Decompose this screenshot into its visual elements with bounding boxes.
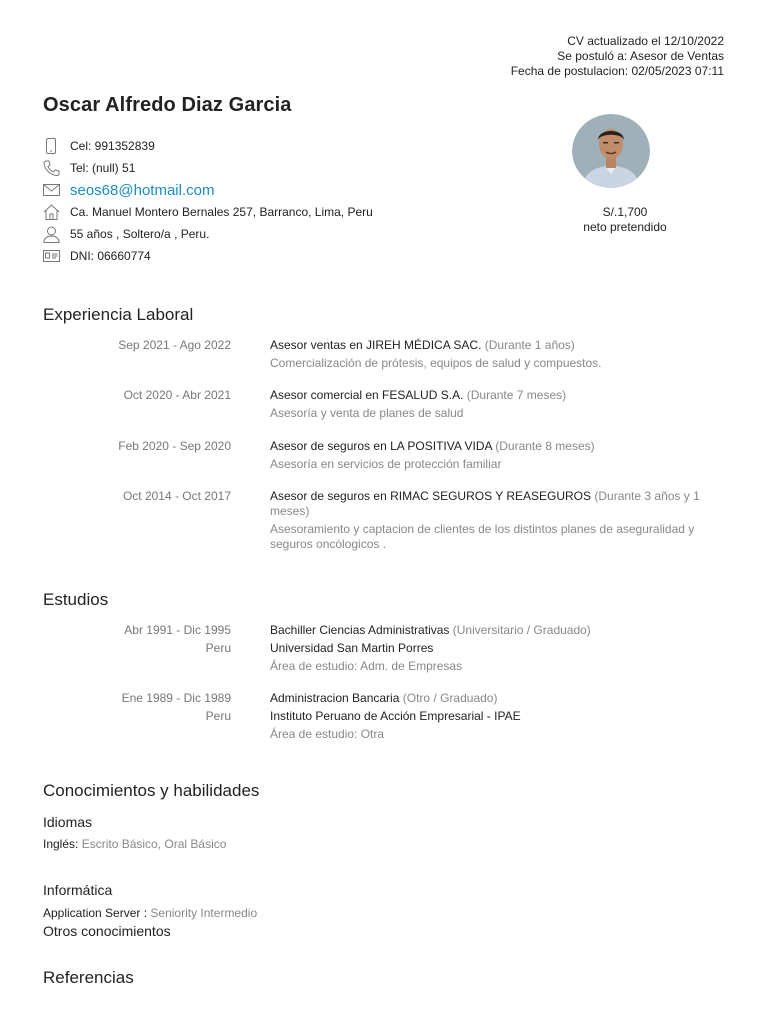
study-type: (Universitario / Graduado)	[452, 623, 591, 637]
study-institution: Instituto Peruano de Acción Empresarial - IPAE	[270, 709, 521, 723]
dni-text: DNI: 06660774	[70, 249, 151, 263]
study-type: (Otro / Graduado)	[402, 691, 498, 705]
languages-title: Idiomas	[43, 814, 93, 830]
personal-text: 55 años , Soltero/a , Peru.	[70, 227, 210, 241]
study-country: Peru	[205, 641, 231, 655]
cel-text: Cel: 991352839	[70, 139, 155, 153]
contact-list	[42, 135, 373, 267]
home-icon	[42, 203, 60, 221]
experience-role: Asesor de seguros en LA POSITIVA VIDA	[270, 439, 492, 453]
experience-duration: (Durante 1 años)	[484, 338, 575, 352]
study-area: Área de estudio: Otra	[270, 727, 385, 741]
informatics-title: Informática	[43, 882, 113, 898]
informatics-level: Seniority Intermedio	[150, 906, 258, 920]
experience-description: Asesoría y venta de planes de salud	[270, 406, 464, 420]
email-link[interactable]: seos68@hotmail.com	[70, 181, 215, 199]
phone-icon	[42, 159, 60, 177]
tel-text: Tel: (null) 51	[70, 161, 136, 175]
study-date	[124, 623, 231, 656]
skills-section-title: Conocimientos y habilidades	[43, 781, 260, 800]
study-date	[122, 691, 231, 724]
studies-section-title: Estudios	[43, 590, 109, 609]
language-entry	[43, 837, 226, 851]
experience-role: Asesor de seguros en RIMAC SEGUROS Y REASEGUROS	[270, 489, 592, 503]
mobile-phone-icon	[42, 137, 60, 155]
references-section-title: Referencias	[43, 968, 134, 987]
user-icon	[42, 225, 60, 243]
candidate-name: Oscar Alfredo Diaz Garcia	[43, 94, 292, 116]
address-text: Ca. Manuel Montero Bernales 257, Barranco, Lima, Peru	[70, 205, 373, 219]
contact-personal	[42, 223, 373, 245]
envelope-icon	[42, 181, 60, 199]
contact-cel	[42, 135, 373, 157]
experience-date: Oct 2020 - Abr 2021	[123, 388, 231, 402]
contact-address	[42, 201, 373, 223]
cv-updated: CV actualizado el 12/10/2022	[567, 34, 724, 48]
study-period: Abr 1991 - Dic 1995	[124, 623, 231, 637]
experience-description: Comercialización de prótesis, equipos de salud y compuestos.	[270, 356, 602, 370]
experience-role: Asesor comercial en FESALUD S.A.	[270, 388, 464, 402]
experience-description: Asesoría en servicios de protección familiar	[270, 457, 502, 471]
applied-position: Se postuló a: Asesor de Ventas	[557, 49, 724, 63]
id-card-icon	[42, 247, 60, 265]
study-country: Peru	[205, 709, 231, 723]
study-period: Ene 1989 - Dic 1989	[121, 691, 231, 705]
experience-date: Feb 2020 - Sep 2020	[118, 439, 231, 453]
study-degree: Administracion Bancaria	[270, 691, 400, 705]
study-area: Área de estudio: Adm. de Empresas	[270, 659, 463, 673]
language-name: Inglés:	[43, 837, 79, 851]
other-knowledge-title: Otros conocimientos	[43, 923, 171, 939]
study-degree: Bachiller Ciencias Administrativas	[270, 623, 450, 637]
experience-date: Sep 2021 - Ago 2022	[118, 338, 231, 352]
informatics-entry	[43, 906, 257, 920]
profile-photo	[572, 114, 650, 188]
salary-expectation	[540, 205, 710, 235]
informatics-name: Application Server :	[43, 906, 148, 920]
experience-description: Asesoramiento y captacion de clientes de los distintos planes de aseguralidad y seguros oncólogicos .	[270, 522, 695, 551]
application-date: Fecha de postulacion: 02/05/2023 07:11	[510, 64, 724, 78]
study-institution: Universidad San Martin Porres	[270, 641, 434, 655]
experience-section-title: Experiencia Laboral	[43, 305, 194, 324]
experience-date: Oct 2014 - Oct 2017	[122, 489, 231, 503]
salary-label: neto pretendido	[583, 220, 667, 234]
experience-duration: (Durante 7 meses)	[466, 388, 567, 402]
experience-role: Asesor ventas en JIREH MÉDICA SAC.	[270, 338, 482, 352]
contact-tel	[42, 157, 373, 179]
experience-duration: (Durante 3 años y 1 meses)	[270, 489, 700, 518]
language-level: Escrito Básico, Oral Básico	[81, 837, 227, 851]
salary-amount: S/.1,700	[602, 205, 648, 219]
cv-meta	[511, 34, 724, 79]
contact-dni	[42, 245, 373, 267]
contact-email	[42, 179, 373, 201]
experience-duration: (Durante 8 meses)	[495, 439, 595, 453]
